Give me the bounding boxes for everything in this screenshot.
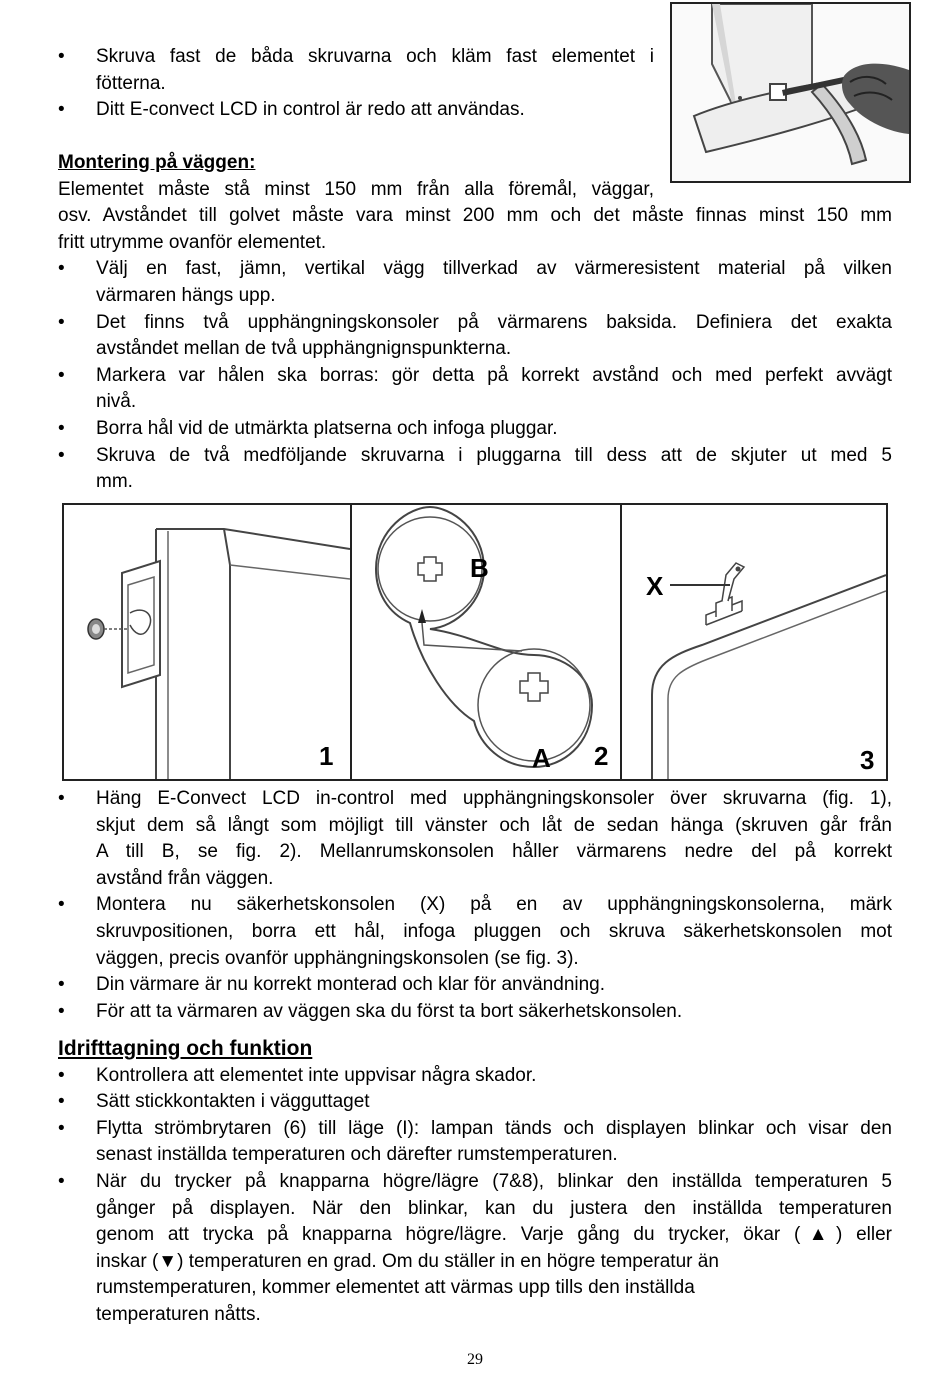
figure-2-label-a: A [532, 743, 551, 773]
list-item-continuation: mm. [96, 471, 133, 493]
figure-2 [352, 505, 620, 779]
bullet-icon: • [58, 364, 65, 386]
figure-2-label-b: B [470, 553, 489, 583]
figure-1-drawing [64, 505, 350, 779]
bullet-icon: • [58, 258, 65, 280]
hanging-list [58, 786, 892, 1025]
mounting-paragraph-line: Elementet måste stå minst 150 mm från alla föremål, väggar, [58, 178, 654, 200]
bullet-icon: • [58, 1000, 65, 1022]
list-item: • Din värmare är nu korrekt monterad och klar för användning. [58, 972, 892, 999]
list-item: • När du trycker på knapparna högre/lägre (7&8), blinkar den inställda temperaturen 5 [58, 1169, 892, 1196]
list-item-continuation: gånger på displayen. När den blinkar, kan du justera den inställda temperaturen [96, 1197, 892, 1219]
figure-1 [64, 505, 350, 779]
figure-3-drawing [622, 505, 886, 779]
list-item-continuation: värmaren hängs upp. [96, 284, 276, 306]
list-item: • Flytta strömbrytaren (6) till läge (I): lampan tänds och displayen blinkar och visar den [58, 1116, 892, 1143]
list-item: • Det finns två upphängningskonsoler på värmarens baksida. Definiera det exakta [58, 310, 892, 337]
list-item-continuation: fötterna. [96, 72, 166, 94]
bullet-icon: • [58, 311, 65, 333]
list-item-continuation: A till B, se fig. 2). Mellanrumskonsolen håller värmarens nedre del på korrekt [96, 841, 892, 863]
list-item-continuation: nivå. [96, 391, 137, 413]
list-item-continuation: avstånd från väggen. [96, 867, 274, 889]
list-item: • Välj en fast, jämn, vertikal vägg tillverkad av värmeresistent material på vilken [58, 256, 892, 283]
figure-3-number: 3 [860, 745, 875, 775]
bullet-icon: • [58, 1170, 65, 1192]
list-item-continuation: skjut dem så långt som möjligt till vänster och låt de sedan hänga (skruven går från [96, 814, 892, 836]
bullet-icon: • [58, 788, 65, 809]
figure-2-number: 2 [594, 741, 609, 771]
list-item-continuation: genom att trycka på knapparna högre/lägre. Varje gång du trycker, ökar (▲) eller [96, 1224, 892, 1246]
list-item: • Montera nu säkerhetskonsolen (X) på en av upphängningskonsolerna, märk [58, 892, 892, 919]
bullet-icon: • [58, 444, 65, 466]
mounting-paragraph-line: osv. Avståndet till golvet måste vara minst 200 mm och det måste finnas minst 150 mm [58, 205, 892, 227]
bullet-icon: • [58, 1117, 65, 1139]
bullet-icon: • [58, 417, 65, 439]
list-item-continuation: avståndet mellan de två upphängnignspunkterna. [96, 338, 512, 360]
list-item: • Kontrollera att elementet inte uppvisar några skador. [58, 1063, 892, 1090]
figure-1-number: 1 [319, 741, 334, 771]
figure-3 [622, 505, 886, 779]
operation-section [58, 1036, 892, 1355]
list-item: • Sätt stickkontakten i vägguttaget [58, 1089, 892, 1116]
list-item-continuation: rumstemperaturen, kommer elementet att värmas upp tills den inställda [96, 1277, 695, 1299]
list-item-continuation: inskar (▼) temperaturen en grad. Om du ställer in en högre temperatur än [96, 1250, 719, 1272]
list-item-continuation: väggen, precis ovanför upphängningskonsolen (se fig. 3). [96, 947, 579, 969]
mounting-section [58, 150, 892, 496]
bullet-icon: • [58, 1091, 65, 1113]
intro-list [58, 44, 654, 124]
operation-heading: Idrifttagning och funktion [58, 1037, 313, 1060]
list-item-continuation: senast inställda temperaturen och därefter rumstemperaturen. [96, 1144, 618, 1166]
bullet-icon: • [58, 99, 65, 121]
bullet-icon: • [58, 1064, 65, 1086]
mounting-paragraph-line: fritt utrymme ovanför elementet. [58, 231, 327, 253]
list-item: • Ditt E-convect LCD in control är redo att användas. [58, 97, 654, 124]
bullet-icon: • [58, 894, 65, 916]
list-item: • Skruva de två medföljande skruvarna i pluggarna till dess att de skjuter ut med 5 [58, 443, 892, 470]
figure-2-drawing [352, 505, 620, 779]
mounting-heading: Montering på väggen: [58, 152, 256, 173]
list-item-continuation: skruvpositionen, borra ett hål, infoga pluggen och skruva säkerhetskonsolen mot [96, 920, 892, 942]
page-number: 29 [467, 1351, 483, 1368]
mounting-figures [62, 503, 888, 781]
list-item: • För att ta värmaren av väggen ska du först ta bort säkerhetskonsolen. [58, 999, 892, 1026]
list-item-continuation: temperaturen nåtts. [96, 1303, 261, 1325]
list-item: • Markera var hålen ska borras: gör detta på korrekt avstånd och med perfekt avvägt [58, 363, 892, 390]
list-item: • Häng E-Convect LCD in-control med upphängningskonsoler över skruvarna (fig. 1), [58, 786, 892, 813]
list-item: • Skruva fast de båda skruvarna och kläm fast elementet i [58, 44, 654, 71]
bullet-icon: • [58, 974, 65, 996]
bullet-icon: • [58, 46, 65, 67]
list-item: • Borra hål vid de utmärkta platserna och infoga pluggar. [58, 416, 892, 443]
figure-3-label-x: X [646, 571, 664, 601]
